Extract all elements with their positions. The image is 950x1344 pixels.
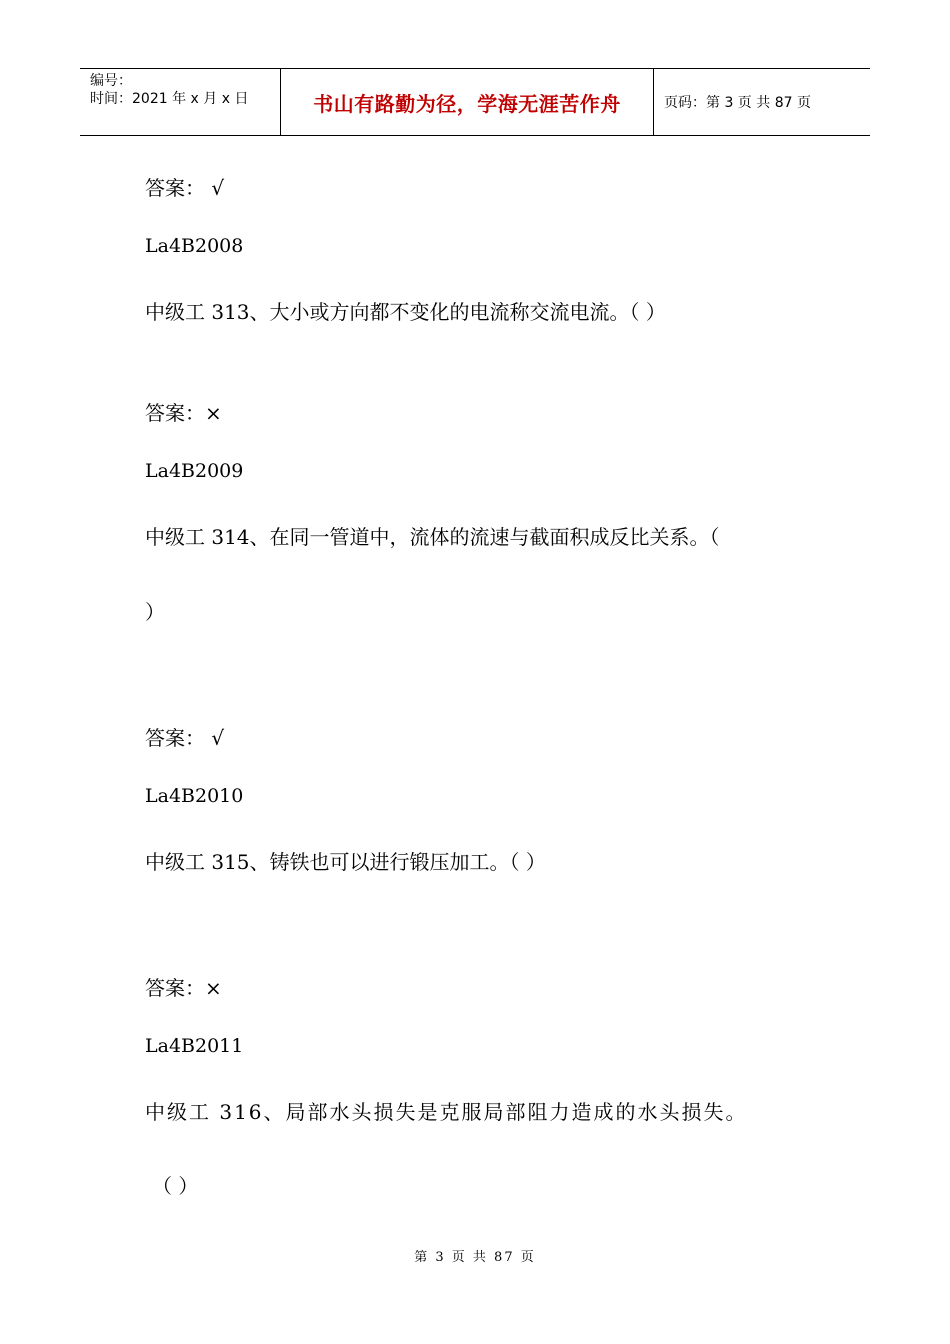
answer-line: 答案：× [145,401,222,425]
question-code: La4B2010 [145,785,244,807]
header-motto: 书山有路勤为径，学海无涯苦作舟 [281,69,654,135]
question-text-continuation: ） [145,600,165,624]
answer-line: 答案：× [145,976,222,1000]
question-code: La4B2008 [145,235,244,257]
question-text: 中级工 313、大小或方向都不变化的电流称交流电流。（ ） [145,300,666,324]
question-text: 中级工 316、局部水头损失是克服局部阻力造成的水头损失。 [145,1100,748,1124]
header-meta [80,69,281,135]
answer-line: 答案： √ [145,726,225,750]
question-code: La4B2011 [145,1035,244,1057]
page-footer: 第 3 页 共 87 页 [414,1250,536,1265]
question-text: 中级工 315、铸铁也可以进行锻压加工。（ ） [145,850,546,874]
page-header [80,68,870,136]
question-code: La4B2009 [145,460,244,482]
question-text-continuation: （ ） [152,1174,199,1198]
header-page-info: 页码：第 3 页 共 87 页 [664,95,811,111]
document-date: 时间：2021 年 x 月 x 日 [90,91,249,107]
question-text: 中级工 314、在同一管道中，流体的流速与截面积成反比关系。（ [145,525,720,549]
document-number: 编号： [90,73,132,89]
answer-line: 答案： √ [145,176,225,200]
